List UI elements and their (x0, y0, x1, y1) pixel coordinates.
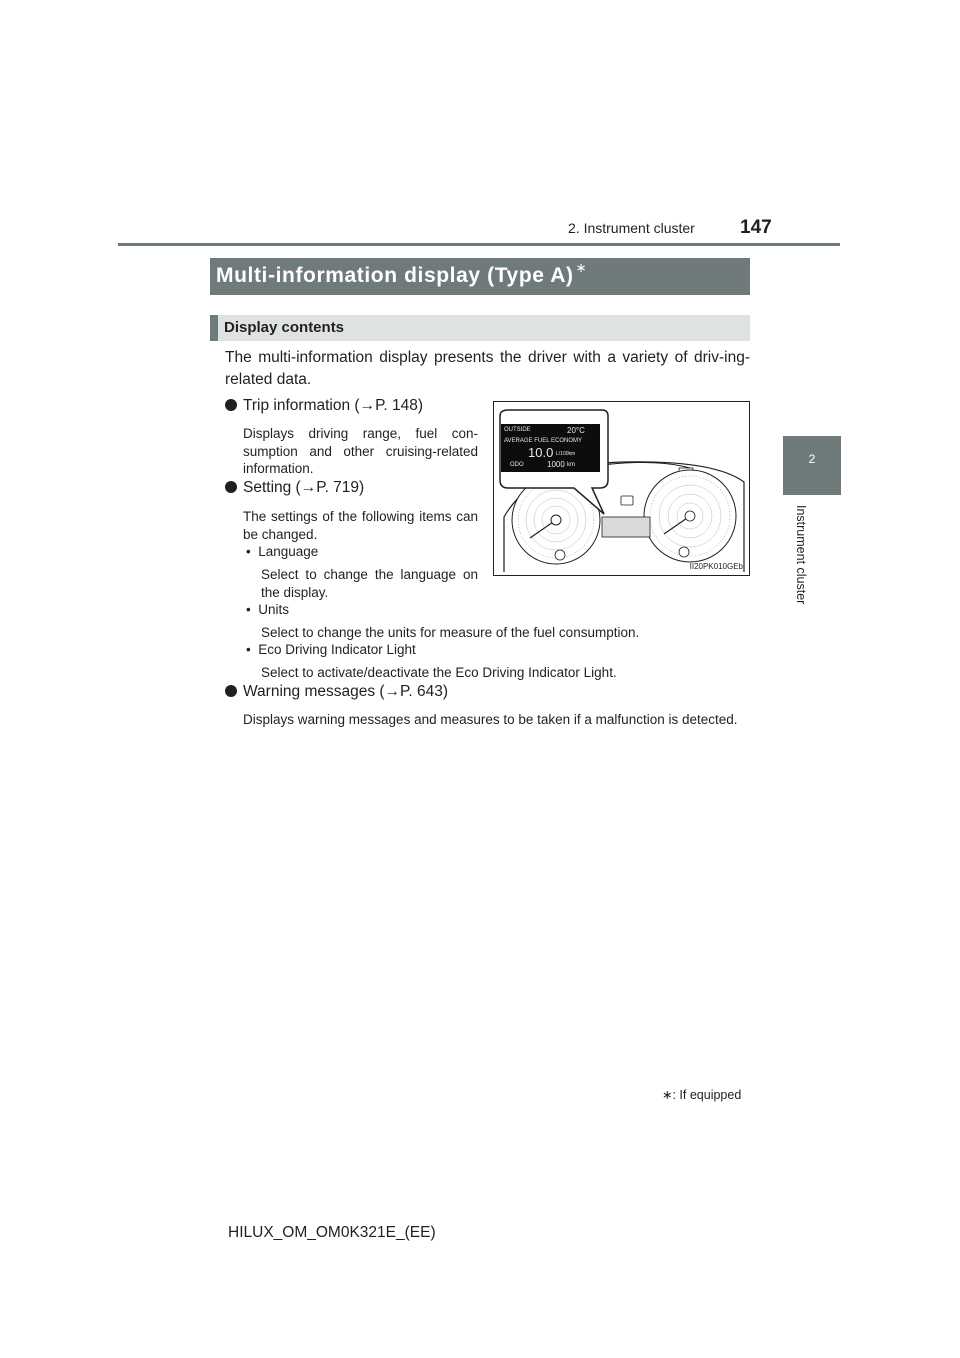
fuel-economy-label: AVERAGE FUEL ECONOMY (504, 438, 583, 444)
page-number: 147 (740, 217, 772, 238)
item-label: Setting (→P. 719) (243, 479, 365, 496)
odometer-unit: km (567, 462, 575, 468)
subitem-language: • Language (246, 544, 319, 559)
subitem-units: • Units (246, 602, 289, 617)
fuel-economy-unit: L/100km (556, 451, 576, 457)
outside-temp-value: 20°C (567, 426, 585, 435)
bullet-icon (225, 481, 237, 493)
subitem-eco-driving: • Eco Driving Indicator Light (246, 642, 416, 657)
footnote-mark: ∗ (662, 1088, 673, 1102)
subitem-detail: Select to change the units for measure of the fuel consumption. (261, 625, 640, 640)
running-header-section: 2. Instrument cluster (568, 220, 695, 236)
bullet-icon (225, 685, 237, 697)
fuel-economy-value: 10.0 (528, 445, 554, 460)
instrument-cluster-figure (493, 401, 750, 576)
subitem-detail: Select to activate/deactivate the Eco Driving Indicator Light. (261, 665, 617, 680)
display-screen (501, 424, 600, 472)
subitem-name: Units (258, 602, 289, 617)
footnote (662, 1087, 741, 1102)
list-item-trip (225, 397, 423, 415)
header-rule (118, 243, 840, 246)
chapter-title: Instrument cluster (794, 505, 808, 605)
item-description: Displays driving range, fuel con-sumption and other cruising-related information. (243, 426, 478, 476)
subsection-accent (210, 315, 218, 341)
subitem-detail: Select to change the language on the display. (261, 567, 478, 600)
figure-code: II20PK010GEb (689, 562, 743, 571)
item-description: The settings of the following items can be changed. (243, 509, 478, 542)
subitem-name: Language (258, 544, 319, 559)
footer-document-code: HILUX_OM_OM0K321E_(EE) (228, 1224, 436, 1241)
item-label: Warning messages (→P. 643) (243, 683, 449, 700)
outside-temp-label: OUTSIDE (504, 427, 531, 433)
list-item-setting (225, 479, 364, 497)
item-description: Displays warning messages and measures to be taken if a malfunction is detected. (243, 712, 738, 727)
intro-paragraph: The multi-information display presents the driver with a variety of driv-ing-related data. (225, 349, 750, 388)
footnote-text: : If equipped (672, 1088, 742, 1102)
bullet-icon (225, 399, 237, 411)
if-equipped-mark: ∗ (575, 260, 588, 275)
list-item-warning (225, 683, 448, 701)
section-title (216, 260, 588, 288)
section-title-text: Multi-information display (Type A) (216, 264, 574, 287)
odometer-value: 1000 (547, 460, 565, 469)
subsection-title: Display contents (224, 319, 345, 336)
subitem-name: Eco Driving Indicator Light (258, 642, 416, 657)
odometer-label: ODO (510, 462, 524, 468)
item-label: Trip information (→P. 148) (243, 397, 424, 414)
chapter-number: 2 (808, 452, 816, 466)
